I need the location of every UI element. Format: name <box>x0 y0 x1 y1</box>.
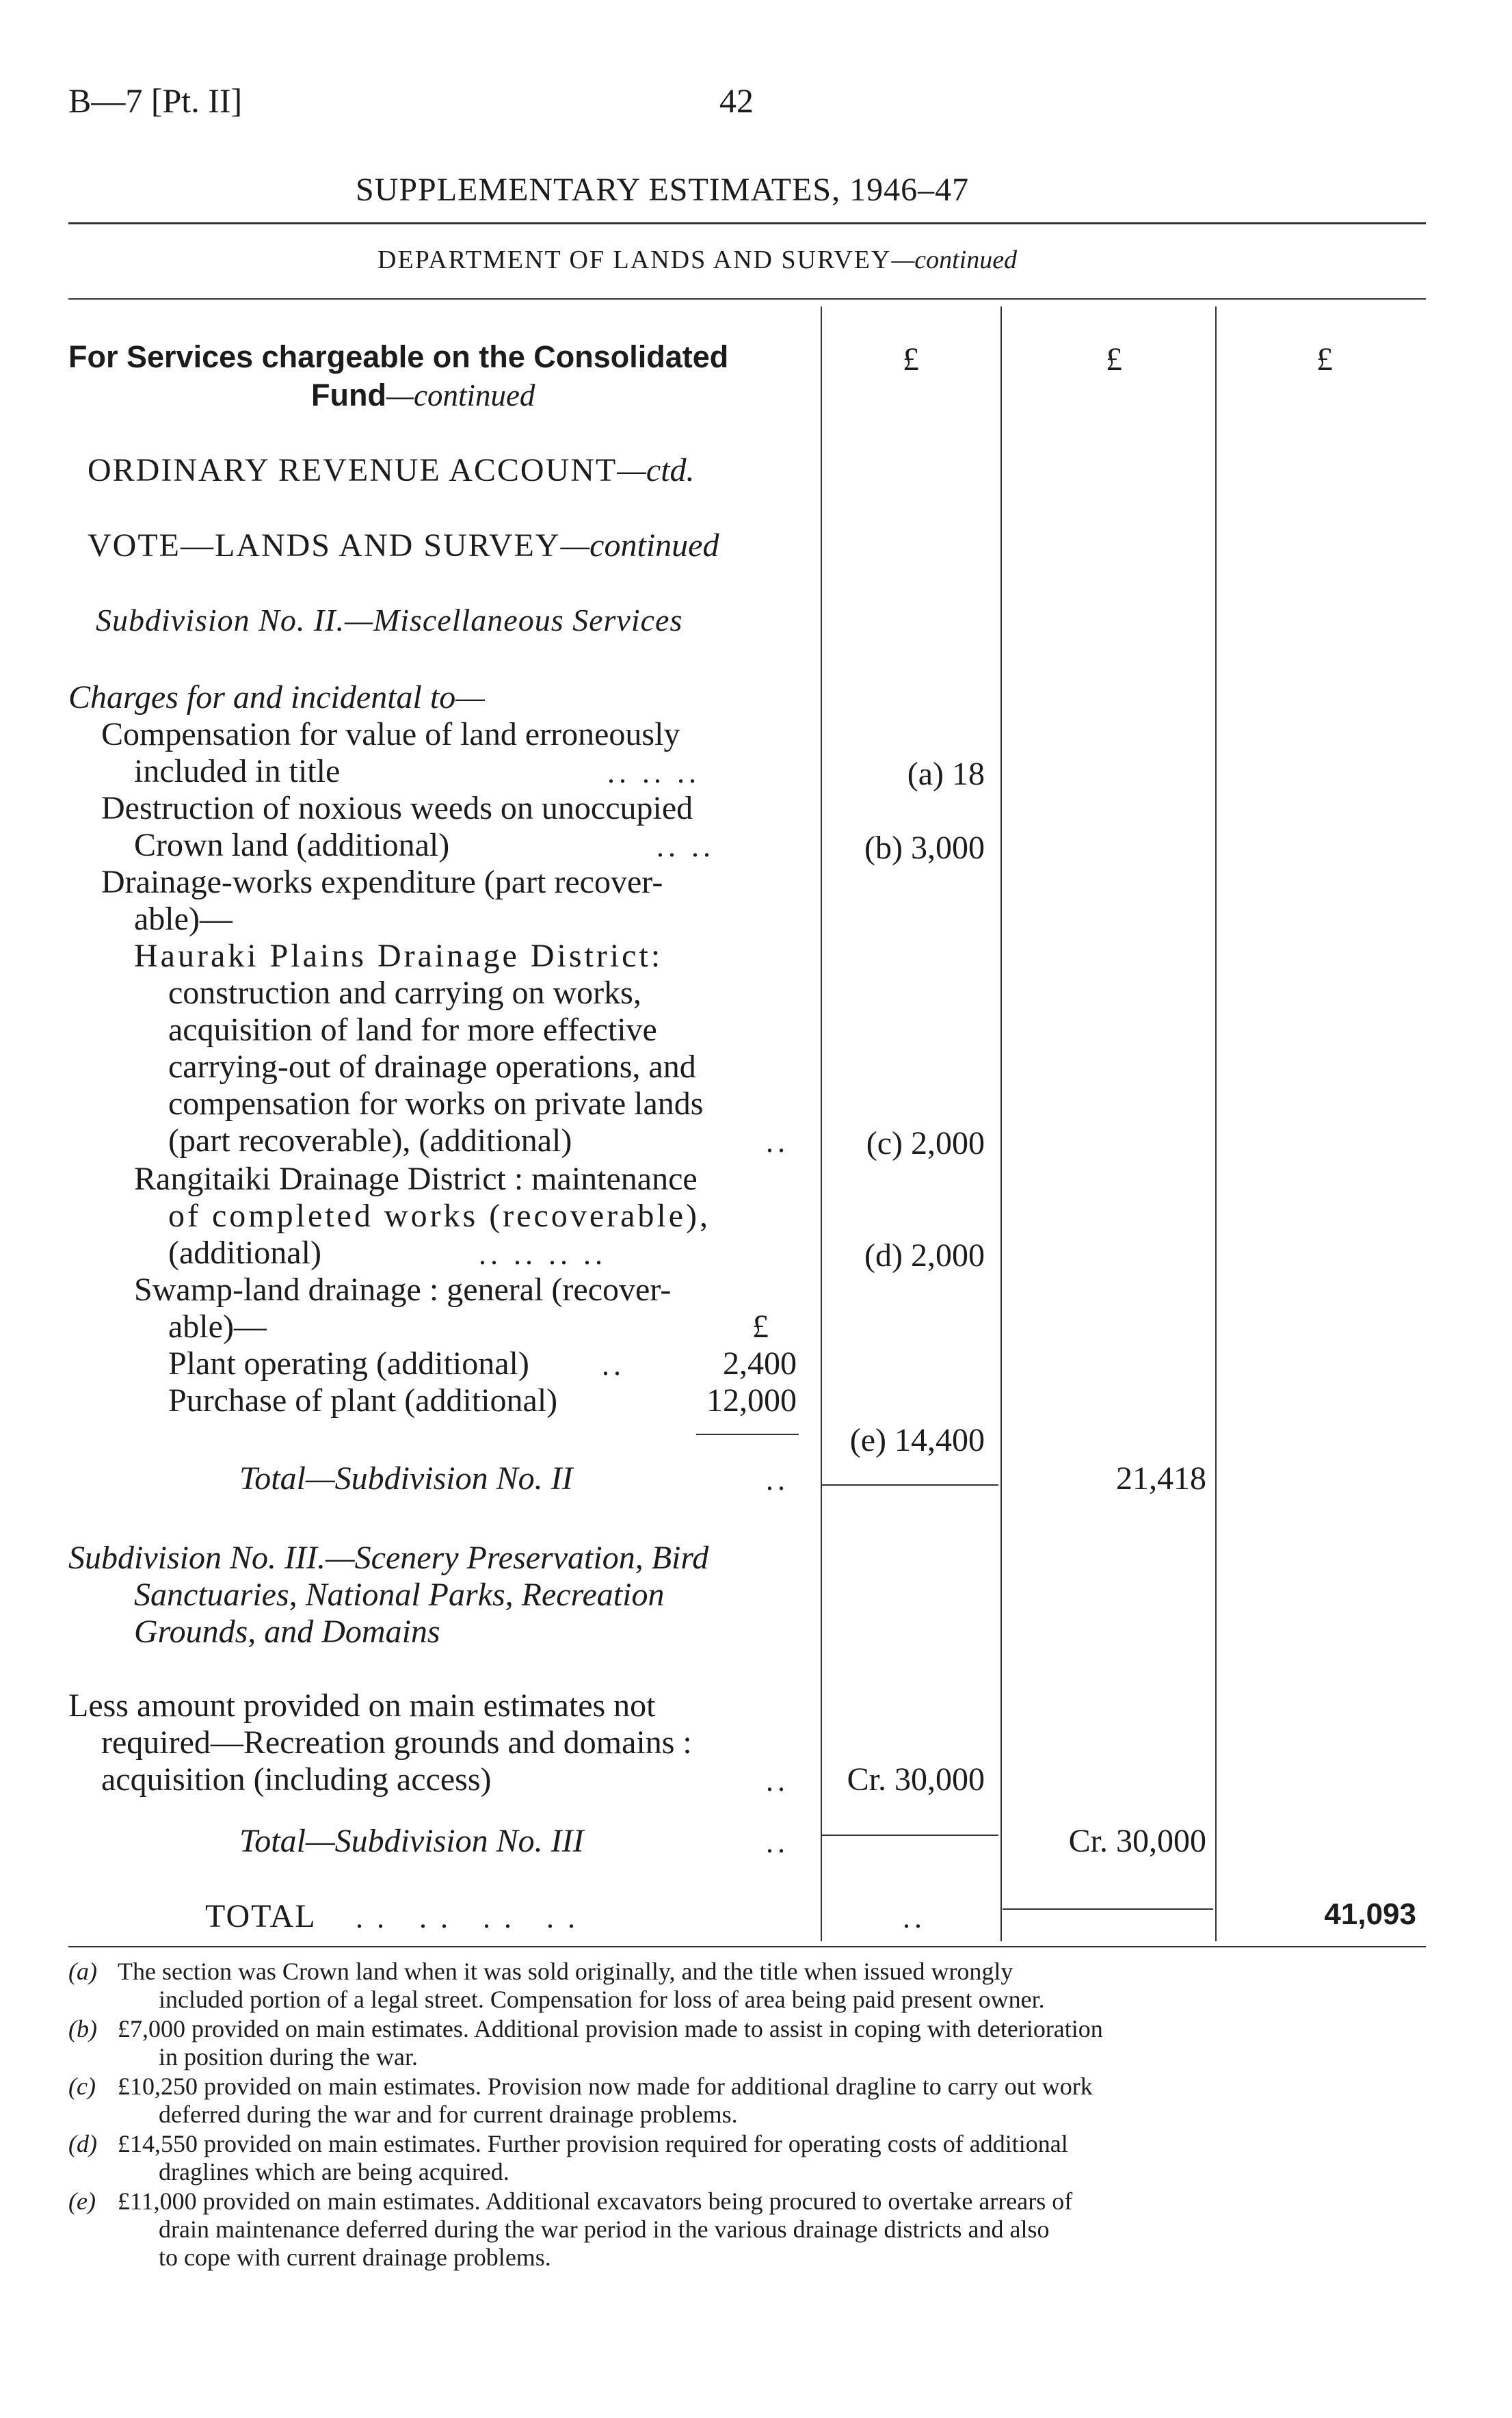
vote-heading <box>88 527 719 564</box>
column-rule-2 <box>1000 306 1002 1941</box>
plant-operating-leaders: .. <box>602 1348 625 1382</box>
grand-total-amount: 41,093 <box>1324 1897 1416 1931</box>
footnote-b-line-2: in position during the war. <box>159 2043 418 2071</box>
less-amount-value: Cr. 30,000 <box>847 1761 985 1798</box>
subdivision-3-line-1: Subdivision No. III.—Scenery Preservation, Bird <box>68 1540 709 1576</box>
department-suffix: —continued <box>891 246 1018 274</box>
rangitaiki-line-3: (additional) <box>168 1235 321 1271</box>
footnote-c <box>68 2073 1463 2129</box>
less-amount-leaders: .. <box>766 1764 789 1798</box>
less-amount-line-1: Less amount provided on main estimates not <box>68 1687 656 1724</box>
title-rule <box>68 222 1426 224</box>
footnote-a-line-2: included portion of a legal street. Compensation for loss of area being paid present owner. <box>159 1986 1045 2013</box>
footnote-a <box>68 1958 1463 2014</box>
hauraki-amount: (c) 2,000 <box>866 1125 985 1161</box>
total-subdivision-2-amount: 21,418 <box>1116 1460 1206 1497</box>
swamp-subtotal-rule <box>696 1434 799 1435</box>
subdivision-3-line-2: Sanctuaries, National Parks, Recreation <box>134 1577 665 1613</box>
footnote-e-tag: (e) <box>68 2187 96 2215</box>
grand-total-column-1-leaders: .. <box>903 1901 926 1934</box>
footnote-b-tag: (b) <box>68 2015 97 2042</box>
page-title: SUPPLEMENTARY ESTIMATES, 1946–47 <box>356 172 970 208</box>
section-title-line2 <box>311 378 535 413</box>
subdivision-3-line-3: Grounds, and Domains <box>134 1614 440 1650</box>
total-subdivision-2-label: Total—Subdivision No. II <box>239 1460 573 1497</box>
footnote-c-tag: (c) <box>68 2073 96 2100</box>
header-rule <box>68 298 1426 300</box>
account-heading <box>88 451 695 489</box>
swamp-pound-header: £ <box>752 1309 769 1345</box>
compensation-line-1: Compensation for value of land erroneously <box>101 716 680 752</box>
swamp-line-2: able)— <box>168 1309 267 1345</box>
swamp-line-1: Swamp-land drainage : general (recover- <box>134 1272 672 1308</box>
rangitaiki-leaders: .. .. .. .. <box>479 1237 607 1271</box>
department-name: DEPARTMENT OF LANDS AND SURVEY <box>377 246 892 274</box>
total-subdivision-2-rule <box>822 1484 998 1486</box>
plant-operating-label: Plant operating (additional) <box>168 1345 529 1382</box>
plant-operating-amount: 2,400 <box>723 1345 797 1382</box>
subdivision-2-heading: Subdivision No. II.—Miscellaneous Services <box>96 603 683 638</box>
compensation-line-2: included in title <box>134 753 341 789</box>
total-subdivision-3-column-1-rule <box>822 1835 998 1836</box>
charges-heading: Charges for and incidental to— <box>68 679 485 715</box>
footnote-d-tag: (d) <box>68 2130 97 2157</box>
less-amount-line-2: required—Recreation grounds and domains : <box>101 1724 692 1761</box>
footnote-e-line-3: to cope with current drainage problems. <box>159 2244 551 2271</box>
section-title-suffix: —continued <box>386 378 535 412</box>
weeds-line-2: Crown land (additional) <box>134 827 450 863</box>
swamp-amount: (e) 14,400 <box>849 1422 985 1458</box>
hauraki-line-6: (part recoverable), (additional) <box>168 1122 572 1159</box>
hauraki-leaders: .. <box>766 1125 789 1159</box>
footnote-e-line-1: £11,000 provided on main estimates. Additional excavators being procured to overtake arrears of <box>118 2187 1073 2215</box>
hauraki-line-1: Hauraki Plains Drainage District: <box>134 938 663 974</box>
account-suffix: —ctd. <box>617 452 695 488</box>
plant-purchase-amount: 12,000 <box>706 1382 797 1419</box>
grand-total-leaders: .. .. .. .. <box>356 1901 589 1934</box>
hauraki-line-4: carrying-out of drainage operations, and <box>168 1049 696 1085</box>
grand-total-label: TOTAL <box>205 1898 317 1934</box>
footnote-d-line-2: draglines which are being acquired. <box>159 2158 509 2185</box>
footnote-b-line-1: £7,000 provided on main estimates. Additional provision made to assist in coping with deterioration <box>118 2015 1103 2042</box>
rangitaiki-amount: (d) 2,000 <box>864 1237 985 1274</box>
footnote-c-line-2: deferred during the war and for current drainage problems. <box>159 2101 738 2128</box>
department-heading <box>377 245 1017 275</box>
footnote-d-line-1: £14,550 provided on main estimates. Further provision required for operating costs of additional <box>118 2130 1068 2157</box>
drainage-line-2: able)— <box>134 901 233 937</box>
column-2-currency: £ <box>1106 341 1122 378</box>
vote-suffix: —continued <box>560 527 719 564</box>
column-3-currency: £ <box>1316 341 1333 378</box>
compensation-amount: (a) 18 <box>907 756 985 792</box>
hauraki-line-3: acquisition of land for more effective <box>168 1012 657 1048</box>
footnote-b <box>68 2015 1463 2071</box>
rangitaiki-line-2: of completed works (recoverable), <box>168 1198 711 1234</box>
footnote-a-line-1: The section was Crown land when it was sold originally, and the title when issued wrongly <box>118 1958 1013 1985</box>
hauraki-line-5: compensation for works on private lands <box>168 1086 704 1122</box>
total-subdivision-2-leaders: .. <box>766 1463 789 1497</box>
compensation-leaders: .. .. .. <box>607 756 700 789</box>
footnote-rule <box>68 1946 1426 1947</box>
total-subdivision-3-label: Total—Subdivision No. III <box>239 1823 584 1859</box>
footnote-c-line-1: £10,250 provided on main estimates. Provision now made for additional dragline to carry out work <box>118 2073 1093 2100</box>
weeds-leaders: .. .. <box>656 830 715 863</box>
column-rule-3 <box>1215 306 1217 1941</box>
less-amount-line-3: acquisition (including access) <box>101 1761 492 1798</box>
document-reference: B—7 [Pt. II] <box>68 81 243 120</box>
footnote-d <box>68 2130 1463 2186</box>
drainage-line-1: Drainage-works expenditure (part recover- <box>101 864 663 900</box>
page-number: 42 <box>719 81 754 120</box>
column-rule-1 <box>821 306 822 1941</box>
vote-name: VOTE—LANDS AND SURVEY <box>88 527 561 564</box>
footnote-e-line-2: drain maintenance deferred during the war period in the various drainage districts and also <box>159 2216 1050 2243</box>
section-title-fund: Fund <box>311 378 386 412</box>
footnote-a-tag: (a) <box>68 1958 97 1985</box>
hauraki-line-2: construction and carrying on works, <box>168 975 641 1011</box>
weeds-line-1: Destruction of noxious weeds on unoccupied <box>101 790 693 826</box>
total-subdivision-3-leaders: .. <box>766 1826 789 1859</box>
grand-total-column-2-rule <box>1003 1908 1213 1910</box>
plant-purchase-label: Purchase of plant (additional) <box>168 1382 558 1419</box>
footnote-e <box>68 2187 1463 2272</box>
account-name: ORDINARY REVENUE ACCOUNT <box>88 452 618 488</box>
rangitaiki-line-1: Rangitaiki Drainage District : maintenance <box>134 1161 698 1197</box>
weeds-amount: (b) 3,000 <box>864 830 985 866</box>
total-subdivision-3-amount: Cr. 30,000 <box>1068 1823 1206 1859</box>
column-1-currency: £ <box>903 341 919 378</box>
section-title: For Services chargeable on the Consolidated <box>68 339 729 374</box>
